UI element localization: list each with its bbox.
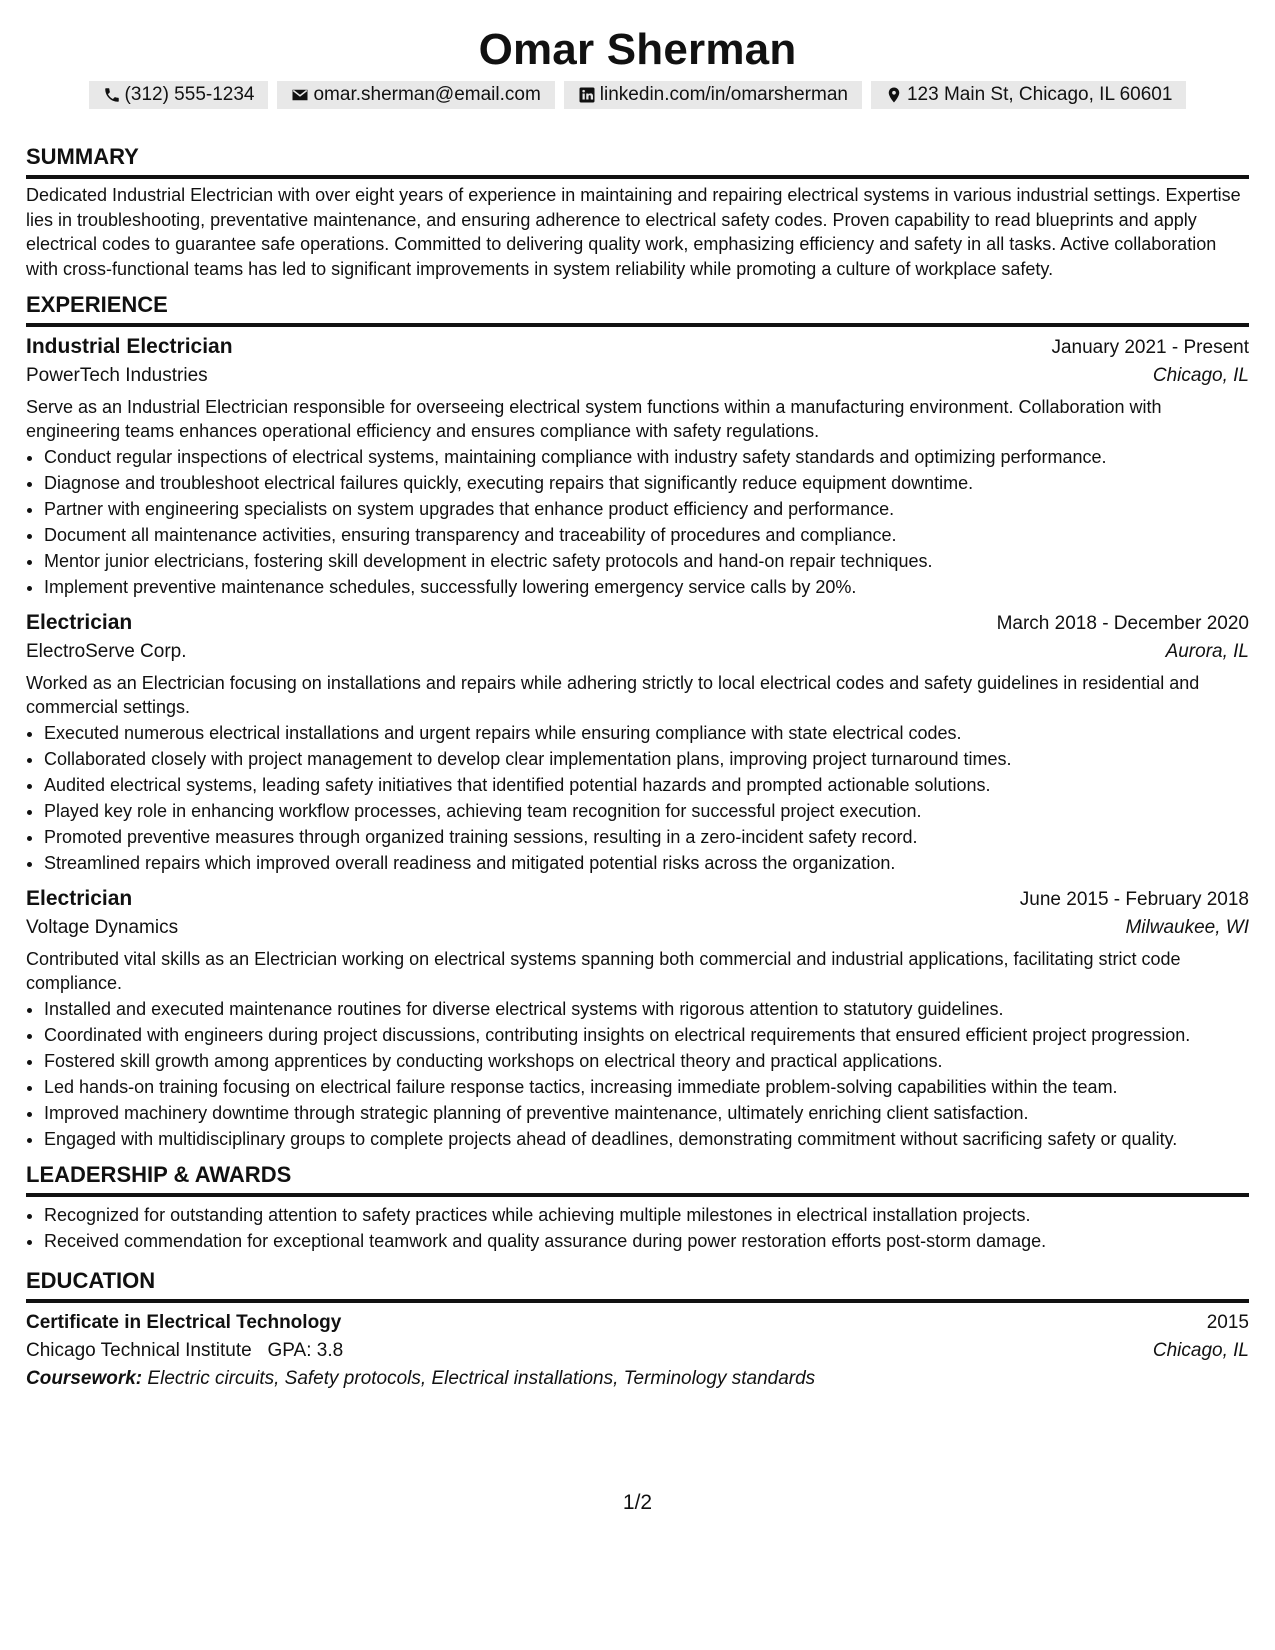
job-dates: June 2015 - February 2018 [1019, 889, 1249, 910]
contact-bar [26, 81, 1249, 109]
list-item: • Audited electrical systems, leading safety initiatives that identified potential hazards and prompted actionable solutions. [44, 773, 1249, 797]
list-item: • Document all maintenance activities, ensuring transparency and traceability of procedures and compliance. [44, 523, 1249, 547]
contact-email-text[interactable]: omar.sherman@email.com [313, 84, 541, 105]
job-description: Serve as an Industrial Electrician responsible for overseeing electrical system functions within a manufacturing environment. Collaboration with engineering teams enhances operational efficiency and ensures compliance with safety regulations. [26, 397, 1162, 441]
list-item: • Received commendation for exceptional teamwork and quality assurance during power restoration efforts post-storm damage. [44, 1229, 1249, 1253]
contact-phone-text: (312) 555-1234 [124, 84, 255, 105]
list-item: • Executed numerous electrical installations and urgent repairs while ensuring compliance with state electrical codes. [44, 721, 1249, 745]
job-title: Electrician [26, 611, 133, 634]
list-item: • Partner with engineering specialists on system upgrades that enhance product efficiency and performance. [44, 497, 1249, 521]
job-entry [26, 609, 1249, 875]
job-dates: March 2018 - December 2020 [996, 613, 1249, 634]
list-item: • Led hands-on training focusing on electrical failure response tactics, increasing immediate problem-solving capabilities within the team. [44, 1075, 1249, 1099]
location-pin-icon [885, 86, 903, 104]
coursework-list: Electric circuits, Safety protocols, Electrical installations, Terminology standards [147, 1368, 816, 1389]
contact-email[interactable] [277, 81, 554, 109]
leadership-bullets [26, 1203, 1249, 1253]
coursework-label: Coursework: [26, 1368, 143, 1389]
job-location: Aurora, IL [1165, 641, 1249, 662]
summary-section [26, 143, 1249, 281]
list-item: • Fostered skill growth among apprentices by conducting workshops on electrical theory and practical applications. [44, 1049, 1249, 1073]
leadership-heading: LEADERSHIP & AWARDS [26, 1161, 1249, 1197]
job-company: ElectroServe Corp. [26, 641, 187, 662]
summary-text: Dedicated Industrial Electrician with over eight years of experience in maintaining and repairing electrical systems in various industrial settings. Expertise lies in troubleshooting, preventative maintenance, and ensuring adherence to electrical safety codes. Proven capability to read blueprints and apply electrical codes to guarantee safe operations. Committed to delivering quality work, emphasizing efficiency and safety in all tasks. Active collaboration with cross-functional teams has led to significant improvements in system reliability while promoting a culture of workplace safety. [26, 185, 1241, 279]
education-section [26, 1267, 1249, 1393]
experience-heading: EXPERIENCE [26, 291, 1249, 327]
list-item: • Installed and executed maintenance routines for diverse electrical systems with rigorous attention to statutory guidelines. [44, 997, 1249, 1021]
list-item: • Coordinated with engineers during project discussions, contributing insights on electrical requirements that ensured efficient project progression. [44, 1023, 1249, 1047]
school-location: Chicago, IL [1152, 1340, 1249, 1361]
list-item: • Implement preventive maintenance schedules, successfully lowering emergency service calls by 20%. [44, 575, 1249, 599]
job-description: Worked as an Electrician focusing on installations and repairs while adhering strictly to local electrical codes and safety guidelines in residential and commercial settings. [26, 673, 1200, 717]
job-title: Industrial Electrician [26, 335, 233, 358]
job-company: PowerTech Industries [26, 365, 208, 386]
education-heading: EDUCATION [26, 1267, 1249, 1303]
experience-section [26, 291, 1249, 1151]
job-location: Milwaukee, WI [1125, 917, 1249, 938]
page-number: 1/2 [622, 1491, 653, 1514]
job-location: Chicago, IL [1152, 365, 1249, 386]
graduation-year: 2015 [1206, 1312, 1249, 1333]
candidate-name: Omar Sherman [478, 25, 797, 74]
job-description: Contributed vital skills as an Electrician working on electrical systems spanning both commercial and industrial applications, facilitating strict code compliance. [26, 949, 1181, 993]
list-item: • Mentor junior electricians, fostering skill development in electric safety protocols and hand-on repair techniques. [44, 549, 1249, 573]
list-item: • Engaged with multidisciplinary groups to complete projects ahead of deadlines, demonstrating commitment without sacrificing safety or quality. [44, 1127, 1249, 1151]
list-item: • Streamlined repairs which improved overall readiness and mitigated potential risks across the organization. [44, 851, 1249, 875]
contact-address-text: 123 Main St, Chicago, IL 60601 [906, 84, 1173, 105]
job-dates: January 2021 - Present [1051, 337, 1249, 358]
job-entry [26, 333, 1249, 599]
list-item: • Recognized for outstanding attention to safety practices while achieving multiple milestones in electrical installation projects. [44, 1203, 1249, 1227]
linkedin-icon [578, 86, 596, 104]
list-item: • Collaborated closely with project management to develop clear implementation plans, improving project turnaround times. [44, 747, 1249, 771]
list-item: • Improved machinery downtime through strategic planning of preventive maintenance, ultimately enriching client satisfaction. [44, 1101, 1249, 1125]
gpa: GPA: 3.8 [267, 1340, 344, 1361]
contact-address [871, 81, 1186, 109]
contact-phone [89, 81, 269, 109]
job-bullets [26, 445, 1249, 599]
resume-content [26, 22, 1249, 1393]
school-line [26, 1337, 343, 1365]
school-name: Chicago Technical Institute [26, 1340, 252, 1361]
coursework [26, 1365, 1249, 1393]
job-company: Voltage Dynamics [26, 917, 179, 938]
contact-linkedin[interactable] [564, 81, 862, 109]
list-item: • Diagnose and troubleshoot electrical failures quickly, executing repairs that significantly reduce equipment downtime. [44, 471, 1249, 495]
leadership-section [26, 1161, 1249, 1253]
degree-title: Certificate in Electrical Technology [26, 1312, 342, 1333]
phone-icon [103, 86, 121, 104]
list-item: • Conduct regular inspections of electrical systems, maintaining compliance with industry safety standards and optimizing performance. [44, 445, 1249, 469]
job-title: Electrician [26, 887, 133, 910]
job-bullets [26, 721, 1249, 875]
list-item: • Played key role in enhancing workflow processes, achieving team recognition for successful project execution. [44, 799, 1249, 823]
list-item: • Promoted preventive measures through organized training sessions, resulting in a zero-incident safety record. [44, 825, 1249, 849]
envelope-icon [291, 86, 309, 104]
contact-linkedin-text[interactable]: linkedin.com/in/omarsherman [599, 84, 848, 105]
job-entry [26, 885, 1249, 1151]
summary-heading: SUMMARY [26, 143, 1249, 179]
job-bullets [26, 997, 1249, 1151]
